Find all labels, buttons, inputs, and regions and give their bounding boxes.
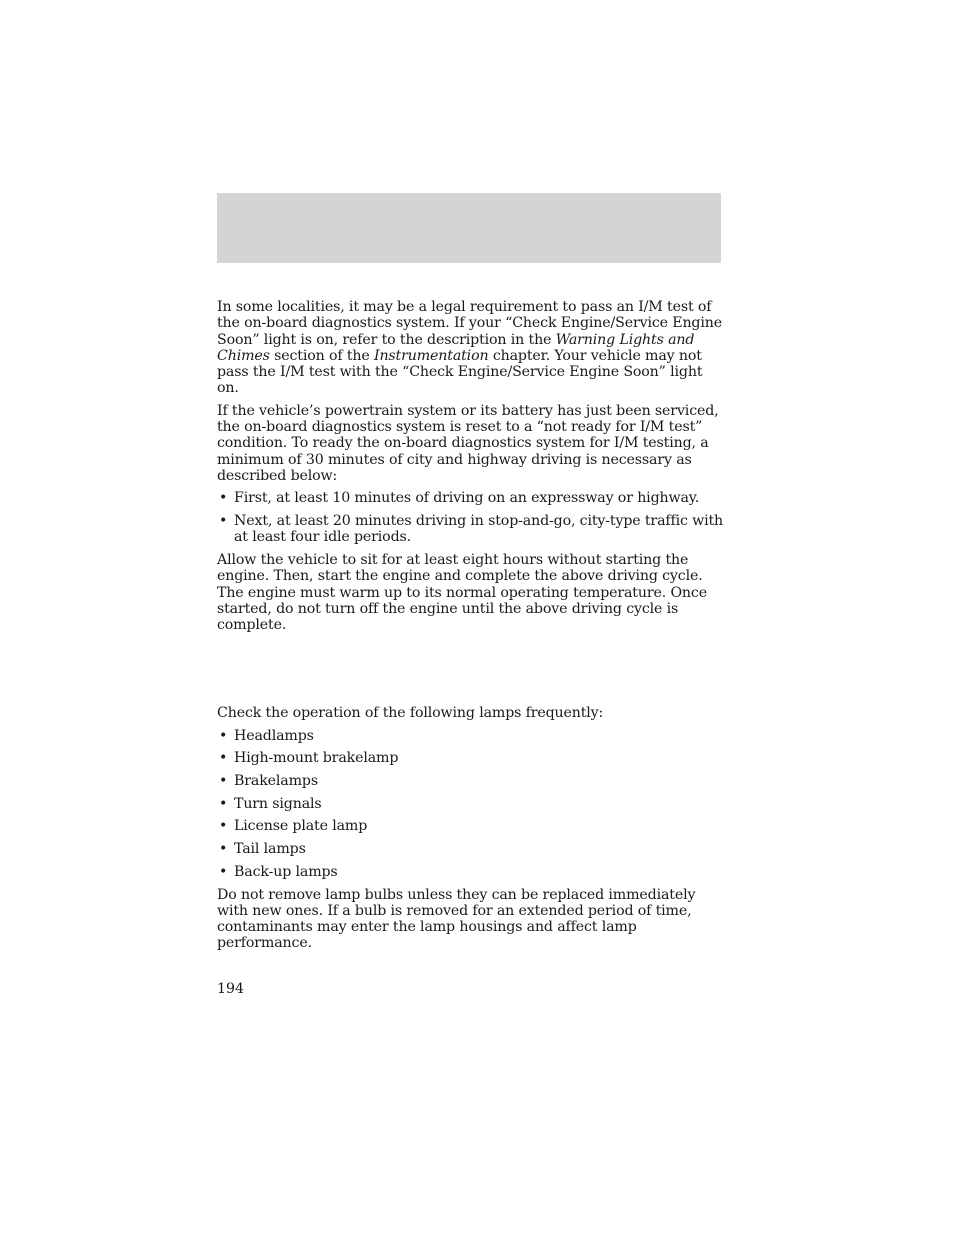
- list-item-text: Turn signals: [234, 795, 322, 812]
- instrumentation-reference: Instrumentation: [373, 347, 489, 364]
- list-item: [217, 796, 727, 812]
- bullet-icon: •: [219, 512, 228, 529]
- bullet-icon: •: [219, 490, 228, 507]
- list-item: [217, 841, 727, 857]
- paragraph-text: In some localities, it may be a legal requirement to pass an I/M test of the on-board diagnostics system. If your “Check Engine/Service Engine Soon” light is on, refer to the description in the: [217, 299, 722, 348]
- chapter-header-band: [217, 193, 721, 263]
- bullet-icon: •: [219, 727, 228, 744]
- list-item-text: First, at least 10 minutes of driving on an expressway or highway.: [234, 490, 700, 507]
- list-item: [217, 864, 727, 880]
- im-test-paragraph: [217, 299, 727, 397]
- list-item: [217, 750, 727, 766]
- list-item-text: Back-up lamps: [234, 863, 338, 880]
- lamps-list: [217, 728, 727, 880]
- list-item-text: High-mount brakelamp: [234, 750, 399, 767]
- list-item-text: Next, at least 20 minutes driving in stop-and-go, city-type traffic with at least four idle periods.: [234, 512, 724, 546]
- bullet-icon: •: [219, 773, 228, 790]
- driving-cycle-list: [217, 490, 727, 545]
- lamps-intro: Check the operation of the following lamps frequently:: [217, 705, 604, 722]
- bulb-removal-paragraph: Do not remove lamp bulbs unless they can be replaced immediately with new ones. If a bulb is removed for an extended period of time, contaminants may enter the lamp housings and affect lamp performance.: [217, 886, 696, 952]
- list-item-text: Headlamps: [234, 727, 314, 744]
- list-item: [217, 490, 727, 506]
- paragraph-text: section of the: [269, 347, 374, 364]
- list-item: [217, 818, 727, 834]
- list-item: [217, 773, 727, 789]
- drive-cycle-paragraph: Allow the vehicle to sit for at least eight hours without starting the engine. Then, start the engine and complete the above driving cycle. The engine must warm up to its normal operating temperature. Once started, do not turn off the engine until the above driving cycle is complete.: [217, 551, 707, 634]
- bullet-icon: •: [219, 841, 228, 858]
- bullet-icon: •: [219, 863, 228, 880]
- section-spacer: [217, 639, 727, 705]
- page-body: [217, 299, 727, 958]
- list-item-text: Tail lamps: [234, 841, 306, 858]
- page-number: 194: [217, 981, 245, 997]
- bullet-icon: •: [219, 795, 228, 812]
- list-item: [217, 728, 727, 744]
- list-item-text: License plate lamp: [234, 818, 368, 835]
- powertrain-service-paragraph: If the vehicle’s powertrain system or its battery has just been serviced, the on-board diagnostics system is reset to a “not ready for I/M test” condition. To ready the on-board diagnostics system for I/M testing, a minimum of 30 minutes of city and highway driving is necessary as described below:: [217, 402, 719, 484]
- paragraph-text: chapter. Your vehicle may not pass the I/M test with the “Check Engine/Service Engine Soon” light on.: [217, 347, 703, 397]
- warning-lights-reference: Warning Lights and Chimes: [217, 331, 695, 364]
- list-item-text: Brakelamps: [234, 773, 318, 790]
- list-item: [217, 513, 727, 546]
- bullet-icon: •: [219, 818, 228, 835]
- bullet-icon: •: [219, 750, 228, 767]
